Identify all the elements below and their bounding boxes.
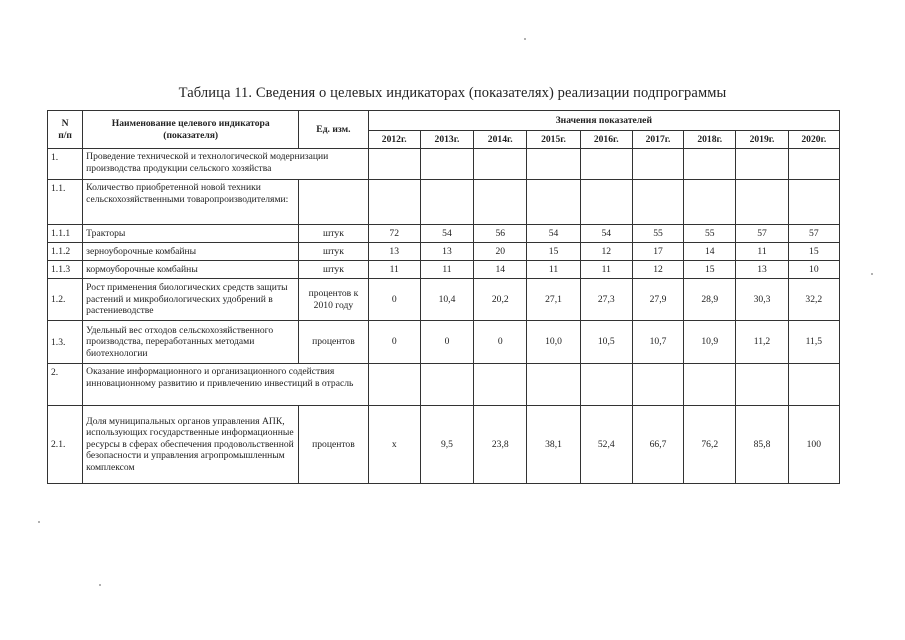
header-year: 2017г. xyxy=(632,131,683,149)
value-cell: 10,9 xyxy=(684,321,736,364)
value-cell: 52,4 xyxy=(580,406,632,484)
value-cell: 0 xyxy=(368,279,420,321)
value-cell: 20,2 xyxy=(474,279,527,321)
indicators-table xyxy=(47,110,840,484)
value-cell xyxy=(788,364,839,406)
row-index: 1.1.2 xyxy=(48,243,83,261)
value-cell: 11,2 xyxy=(736,321,788,364)
table-row xyxy=(48,279,840,321)
header-num: N п/п xyxy=(48,111,83,149)
value-cell xyxy=(736,149,788,180)
header-unit: Ед. изм. xyxy=(299,111,368,149)
value-cell: 11,5 xyxy=(788,321,839,364)
value-cell xyxy=(684,149,736,180)
indicator-name: Количество приобретенной новой техники сельскохозяйственными товаропроизводителями: xyxy=(83,180,299,225)
value-cell: 56 xyxy=(474,225,527,243)
value-cell: 14 xyxy=(474,261,527,279)
value-cell xyxy=(736,180,788,225)
value-cell xyxy=(736,364,788,406)
value-cell xyxy=(632,149,683,180)
value-cell: 28,9 xyxy=(684,279,736,321)
value-cell xyxy=(420,149,473,180)
value-cell xyxy=(684,364,736,406)
value-cell: 17 xyxy=(632,243,683,261)
value-cell: 54 xyxy=(527,225,580,243)
value-cell: 12 xyxy=(632,261,683,279)
value-cell: 15 xyxy=(684,261,736,279)
value-cell xyxy=(580,149,632,180)
row-index: 1.3. xyxy=(48,321,83,364)
indicator-name: Оказание информационного и организационного содействия инновационному развитию и привлечению инвестиций в отрасль xyxy=(83,364,368,406)
value-cell: 55 xyxy=(684,225,736,243)
value-cell: 38,1 xyxy=(527,406,580,484)
indicator-name: Удельный вес отходов сельскохозяйственного производства, переработанных методами биотехнологии xyxy=(83,321,299,364)
header-year: 2020г. xyxy=(788,131,839,149)
unit-cell: штук xyxy=(299,243,368,261)
value-cell: 0 xyxy=(420,321,473,364)
row-index: 1. xyxy=(48,149,83,180)
value-cell: 30,3 xyxy=(736,279,788,321)
value-cell: 0 xyxy=(474,321,527,364)
table-row xyxy=(48,321,840,364)
value-cell xyxy=(368,180,420,225)
value-cell: 27,1 xyxy=(527,279,580,321)
value-cell xyxy=(420,364,473,406)
unit-cell: процентов к 2010 году xyxy=(299,279,368,321)
value-cell: 57 xyxy=(788,225,839,243)
value-cell: 14 xyxy=(684,243,736,261)
header-year: 2013г. xyxy=(420,131,473,149)
table-row xyxy=(48,149,840,180)
indicator-name: Рост применения биологических средств защиты растений и микробиологических удобрений в растениеводстве xyxy=(83,279,299,321)
value-cell: 13 xyxy=(420,243,473,261)
header-year: 2016г. xyxy=(580,131,632,149)
value-cell: 0 xyxy=(368,321,420,364)
header-year: 2014г. xyxy=(474,131,527,149)
unit-cell: процентов xyxy=(299,406,368,484)
value-cell xyxy=(527,364,580,406)
value-cell: 66,7 xyxy=(632,406,683,484)
unit-cell: штук xyxy=(299,225,368,243)
scan-speck xyxy=(38,521,40,523)
value-cell: 11 xyxy=(368,261,420,279)
row-index: 1.1.1 xyxy=(48,225,83,243)
scan-speck xyxy=(524,38,526,40)
table-row xyxy=(48,180,840,225)
scan-speck xyxy=(871,273,873,275)
value-cell: 27,9 xyxy=(632,279,683,321)
value-cell: 13 xyxy=(368,243,420,261)
value-cell: 9,5 xyxy=(420,406,473,484)
indicator-name: Доля муниципальных органов управления АПК, использующих государственные информационные ресурсы в сферах обеспечения продовольственной безопасности и управления агропромышленным комплексом xyxy=(83,406,299,484)
value-cell xyxy=(527,149,580,180)
value-cell: 11 xyxy=(736,243,788,261)
value-cell xyxy=(527,180,580,225)
table-row xyxy=(48,261,840,279)
value-cell xyxy=(420,180,473,225)
value-cell xyxy=(684,180,736,225)
indicator-name: кормоуборочные комбайны xyxy=(83,261,299,279)
row-index: 1.1.3 xyxy=(48,261,83,279)
scan-speck xyxy=(99,584,101,586)
value-cell: 54 xyxy=(580,225,632,243)
row-index: 2. xyxy=(48,364,83,406)
indicator-name: Тракторы xyxy=(83,225,299,243)
value-cell: 15 xyxy=(788,243,839,261)
value-cell xyxy=(632,180,683,225)
row-index: 1.1. xyxy=(48,180,83,225)
value-cell xyxy=(580,180,632,225)
header-values-group: Значения показателей xyxy=(368,111,839,131)
value-cell xyxy=(580,364,632,406)
value-cell: 10,0 xyxy=(527,321,580,364)
value-cell xyxy=(474,180,527,225)
value-cell: 10,4 xyxy=(420,279,473,321)
indicator-name: Проведение технической и технологической модернизации производства продукции сельского хозяйства xyxy=(83,149,368,180)
value-cell: 100 xyxy=(788,406,839,484)
unit-cell xyxy=(299,180,368,225)
value-cell xyxy=(368,149,420,180)
header-year: 2019г. xyxy=(736,131,788,149)
value-cell: 57 xyxy=(736,225,788,243)
value-cell: 76,2 xyxy=(684,406,736,484)
value-cell xyxy=(788,149,839,180)
unit-cell: штук xyxy=(299,261,368,279)
header-name: Наименование целевого индикатора (показателя) xyxy=(83,111,299,149)
value-cell xyxy=(474,364,527,406)
value-cell: 10 xyxy=(788,261,839,279)
value-cell: 27,3 xyxy=(580,279,632,321)
header-year: 2018г. xyxy=(684,131,736,149)
value-cell: 55 xyxy=(632,225,683,243)
value-cell: 12 xyxy=(580,243,632,261)
table-row xyxy=(48,243,840,261)
value-cell: 85,8 xyxy=(736,406,788,484)
value-cell: 13 xyxy=(736,261,788,279)
value-cell xyxy=(632,364,683,406)
value-cell: 11 xyxy=(420,261,473,279)
value-cell: 32,2 xyxy=(788,279,839,321)
table-title: Таблица 11. Сведения о целевых индикаторах (показателях) реализации подпрограммы xyxy=(178,85,727,101)
value-cell: 11 xyxy=(580,261,632,279)
value-cell: 15 xyxy=(527,243,580,261)
value-cell: 20 xyxy=(474,243,527,261)
value-cell: 10,7 xyxy=(632,321,683,364)
value-cell: 23,8 xyxy=(474,406,527,484)
header-year: 2015г. xyxy=(527,131,580,149)
value-cell: 72 xyxy=(368,225,420,243)
header-year: 2012г. xyxy=(368,131,420,149)
table-row xyxy=(48,364,840,406)
table-row xyxy=(48,225,840,243)
indicator-name: зерноуборочные комбайны xyxy=(83,243,299,261)
row-index: 2.1. xyxy=(48,406,83,484)
table-row xyxy=(48,406,840,484)
value-cell: 10,5 xyxy=(580,321,632,364)
value-cell xyxy=(474,149,527,180)
value-cell: 11 xyxy=(527,261,580,279)
unit-cell: процентов xyxy=(299,321,368,364)
value-cell: x xyxy=(368,406,420,484)
value-cell xyxy=(368,364,420,406)
row-index: 1.2. xyxy=(48,279,83,321)
value-cell xyxy=(788,180,839,225)
value-cell: 54 xyxy=(420,225,473,243)
